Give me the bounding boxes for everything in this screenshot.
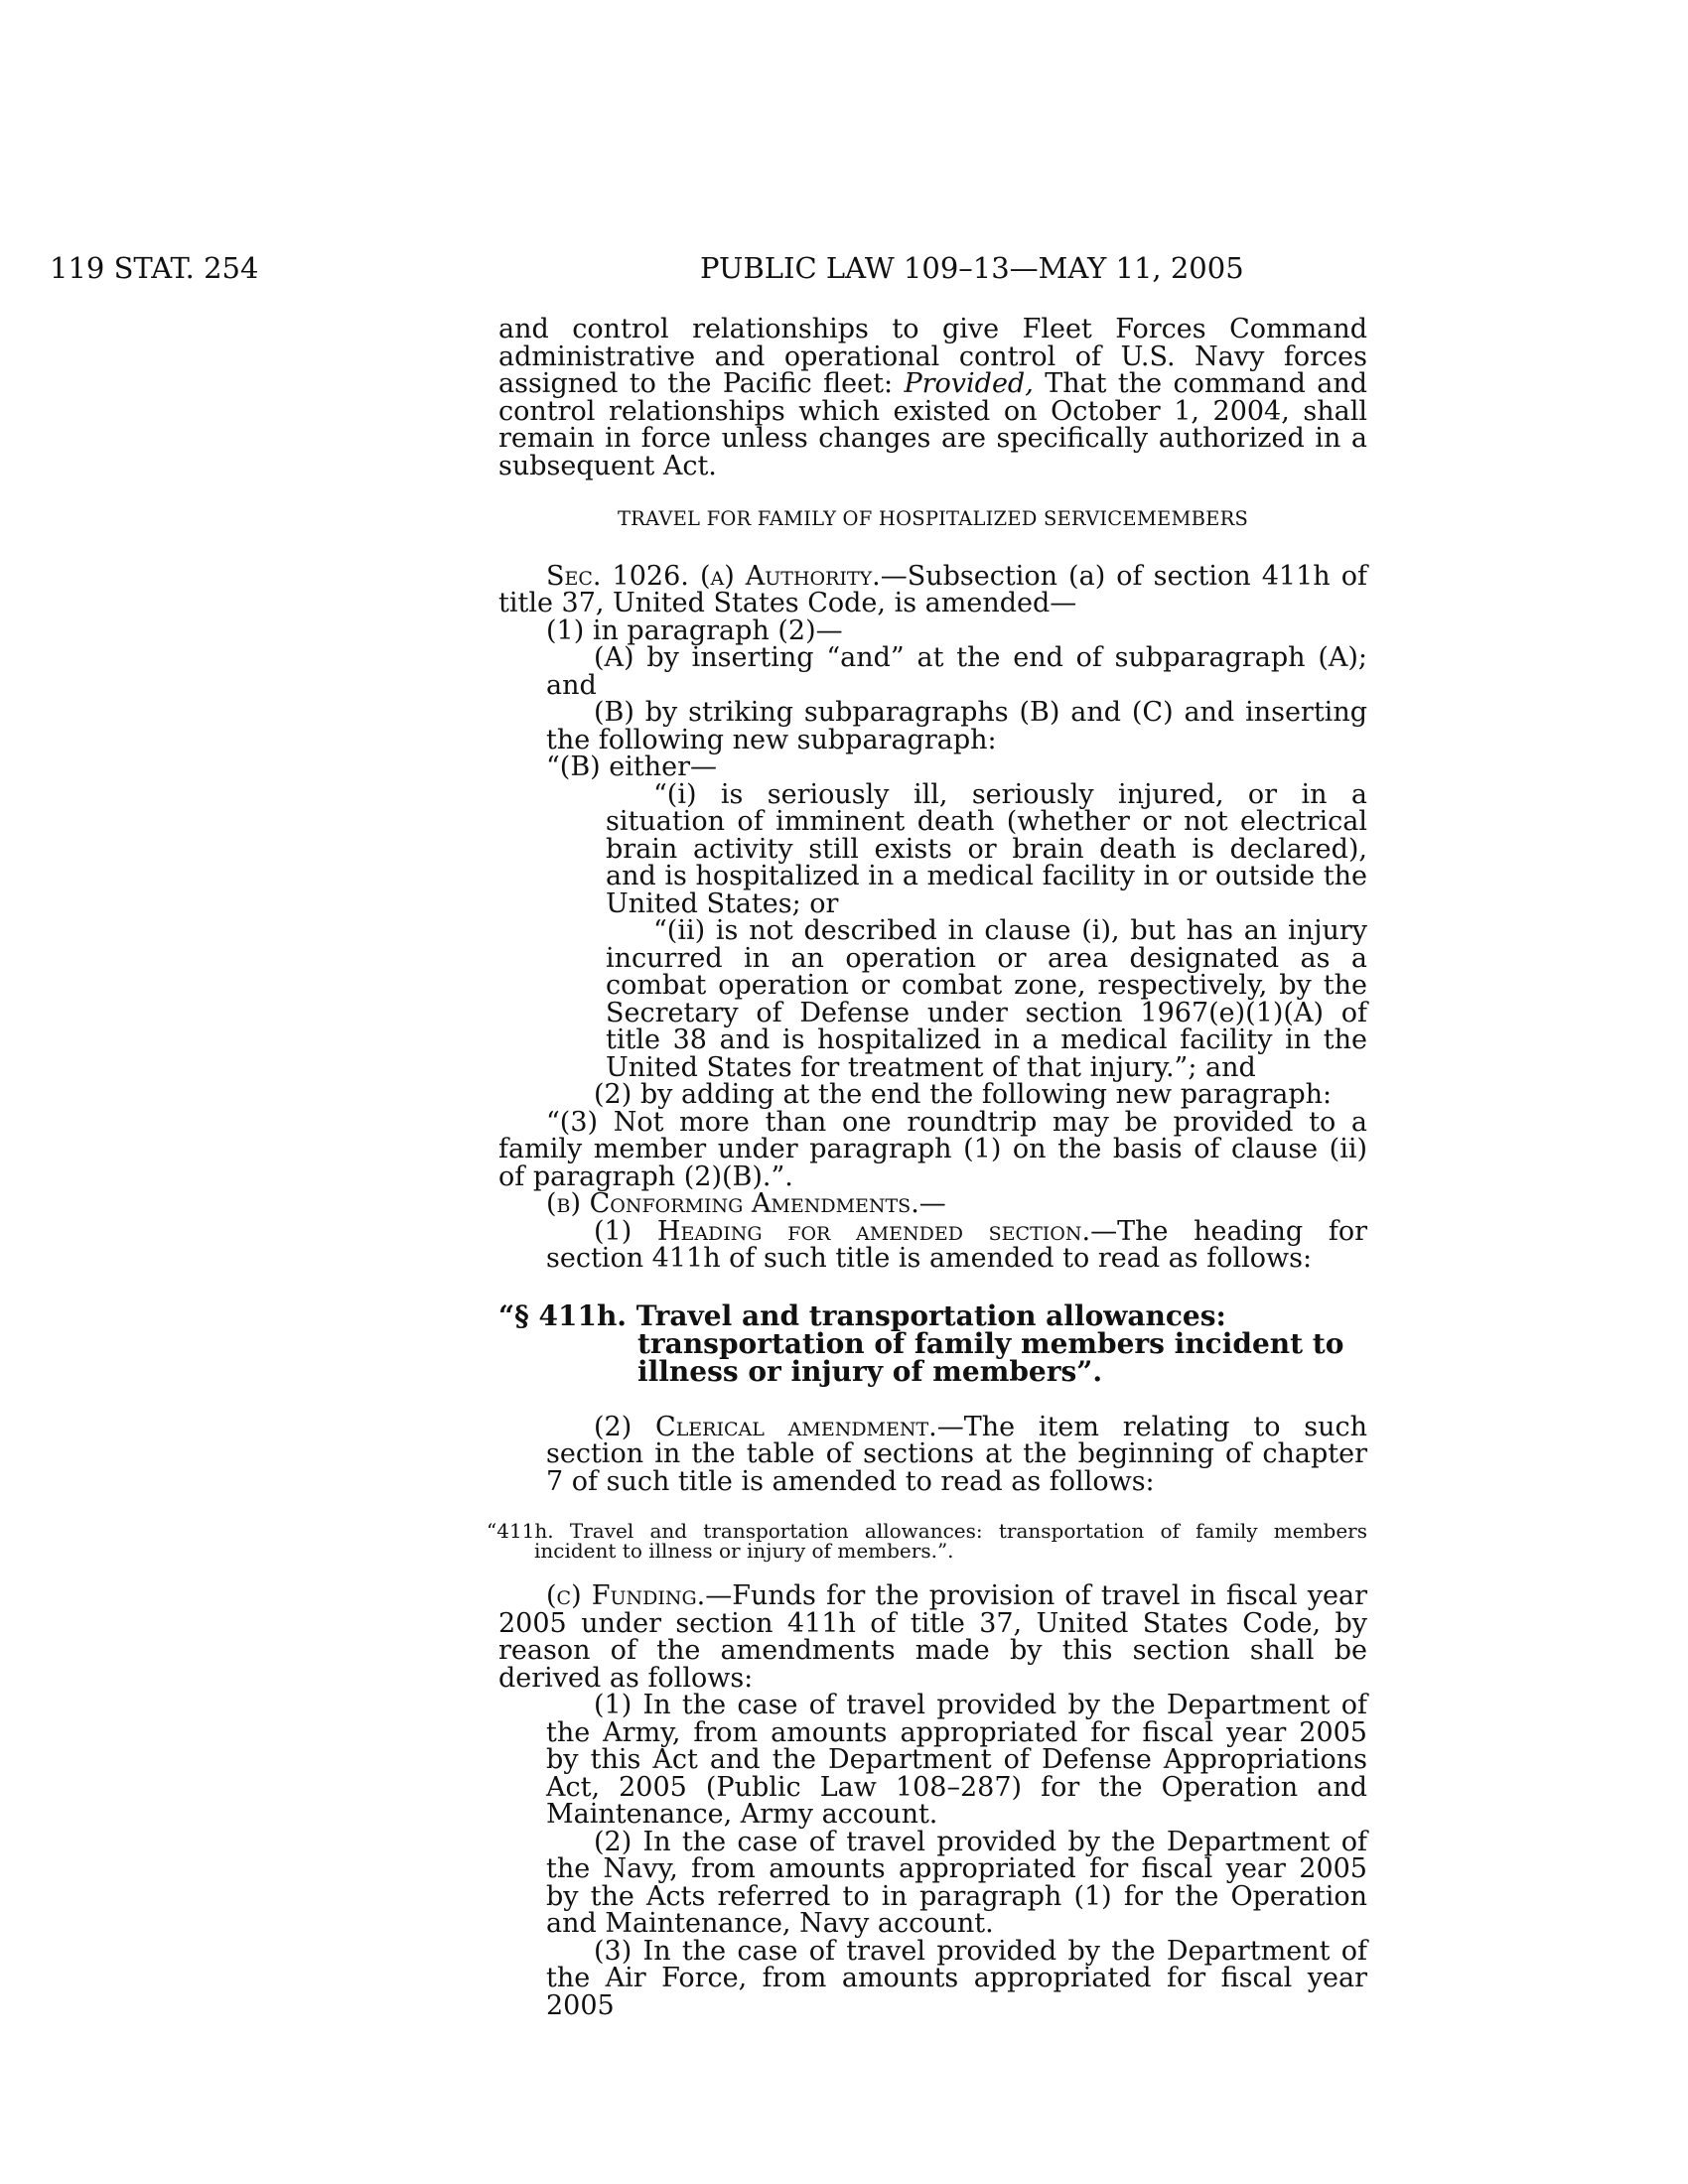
paragraph-b2-label: (2) Clerical amendment. <box>594 1411 937 1442</box>
subsection-a-text: —Subsection (a) of section 411h of title 37, United States Code, is amended— <box>498 560 1367 618</box>
clause-i: “(i) is seriously ill, seriously injured, or in a situation of imminent death (whether or not electrical brain activity still exists or brain death is declared), and is hospitalized in a medical facility in or outside the United States; or <box>606 778 1367 919</box>
subsection-b-label: (b) Conforming Amendments. <box>546 1188 919 1219</box>
intro-text: and control relationships to give Fleet Forces Command administrative and operational control of U.S. Navy forces assigned to the Pacific fleet: <box>498 314 1367 399</box>
statute-page-number: 119 STAT. 254 <box>50 251 259 285</box>
table-of-sections-entry: “411h. Travel and transportation allowances: transportation of family members incident to illness or injury of members.”. <box>487 1519 1367 1563</box>
subsection-c-text: —Funds for the provision of travel in fiscal year 2005 under section 411h of title 37, United States Code, by reason of the amendments made by this section shall be derived as follows: <box>498 1580 1367 1694</box>
quoted-subparagraph-B: “(B) either— <box>546 751 718 782</box>
subsection-a-label: (a) Authority. <box>699 560 881 592</box>
paragraph-b1-text: —The heading for section 411h of such title is amended to read as follows: <box>546 1215 1367 1274</box>
section-caption: TRAVEL FOR FAMILY OF HOSPITALIZED SERVICEMEMBERS <box>617 507 1249 530</box>
paragraph-b2-text: —The item relating to such section in the table of sections at the beginning of chapter 7 of such title is amended to read as follows: <box>546 1411 1367 1497</box>
subsection-c-label: (c) Funding. <box>546 1580 706 1611</box>
paragraph-c1: (1) In the case of travel provided by the Department of the Army, from amounts appropriated for fiscal year 2005 by this Act and the Department of Defense Appropriations Act, 2005 (Public Law 108–287) for the Operation and Maintenance, Army account. <box>546 1690 1367 1830</box>
running-title: PUBLIC LAW 109–13—MAY 11, 2005 <box>700 251 1244 285</box>
paragraph-b1 <box>498 1215 1367 1274</box>
subparagraph-a1A: (A) by inserting “and” at the end of subparagraph (A); and <box>546 642 1367 701</box>
subparagraph-a1B: (B) by striking subparagraphs (B) and (C) and inserting the following new subparagraph: <box>546 697 1367 755</box>
intro-italic: Provided, <box>904 368 1034 399</box>
subsection-b <box>498 1190 1367 1218</box>
paragraph-c3: (3) In the case of travel provided by the Department of the Air Force, from amounts appropriated for fiscal year 2005 <box>546 1935 1367 2021</box>
new-paragraph-3: “(3) Not more than one roundtrip may be provided to a family member under paragraph (1) on the basis of clause (ii) of paragraph (2)(B).”. <box>498 1106 1367 1192</box>
section-number: Sec. 1026. <box>546 560 689 592</box>
intro-text-end: That the command and control relationships which existed on October 1, 2004, shall remain in force unless changes are specifically authorized in a subsequent Act. <box>498 368 1368 481</box>
paragraph-b1-label: (1) Heading for amended section. <box>594 1215 1091 1247</box>
subsection-c <box>498 1582 1367 1692</box>
paragraph-a2: (2) by adding at the end the following new paragraph: <box>594 1079 1333 1110</box>
paragraph-b2 <box>498 1411 1367 1497</box>
subsection-b-dash: — <box>918 1188 946 1219</box>
paragraph-c2: (2) In the case of travel provided by the Department of the Navy, from amounts appropriated for fiscal year 2005 by the Acts referred to in paragraph (1) for the Operation and Maintenance, Navy account. <box>546 1826 1367 1939</box>
clause-ii: “(ii) is not described in clause (i), but has an injury incurred in an operation or area designated as a combat operation or combat zone, respectively, by the Secretary of Defense under section 1967(e)(1)(A) of title 38 and is hospitalized in a medical facility in the United States for treatment of that injury.”; and <box>606 915 1367 1083</box>
paragraph-a1: (1) in paragraph (2)— <box>546 614 843 646</box>
section-1026-a <box>498 560 1367 618</box>
intro-paragraph <box>498 316 1367 479</box>
document-body <box>487 314 1368 2021</box>
page-header <box>50 248 1244 288</box>
amended-section-heading: “§ 411h. Travel and transportation allowances: transportation of family members incident to illness or injury of members”. <box>498 1298 1344 1388</box>
